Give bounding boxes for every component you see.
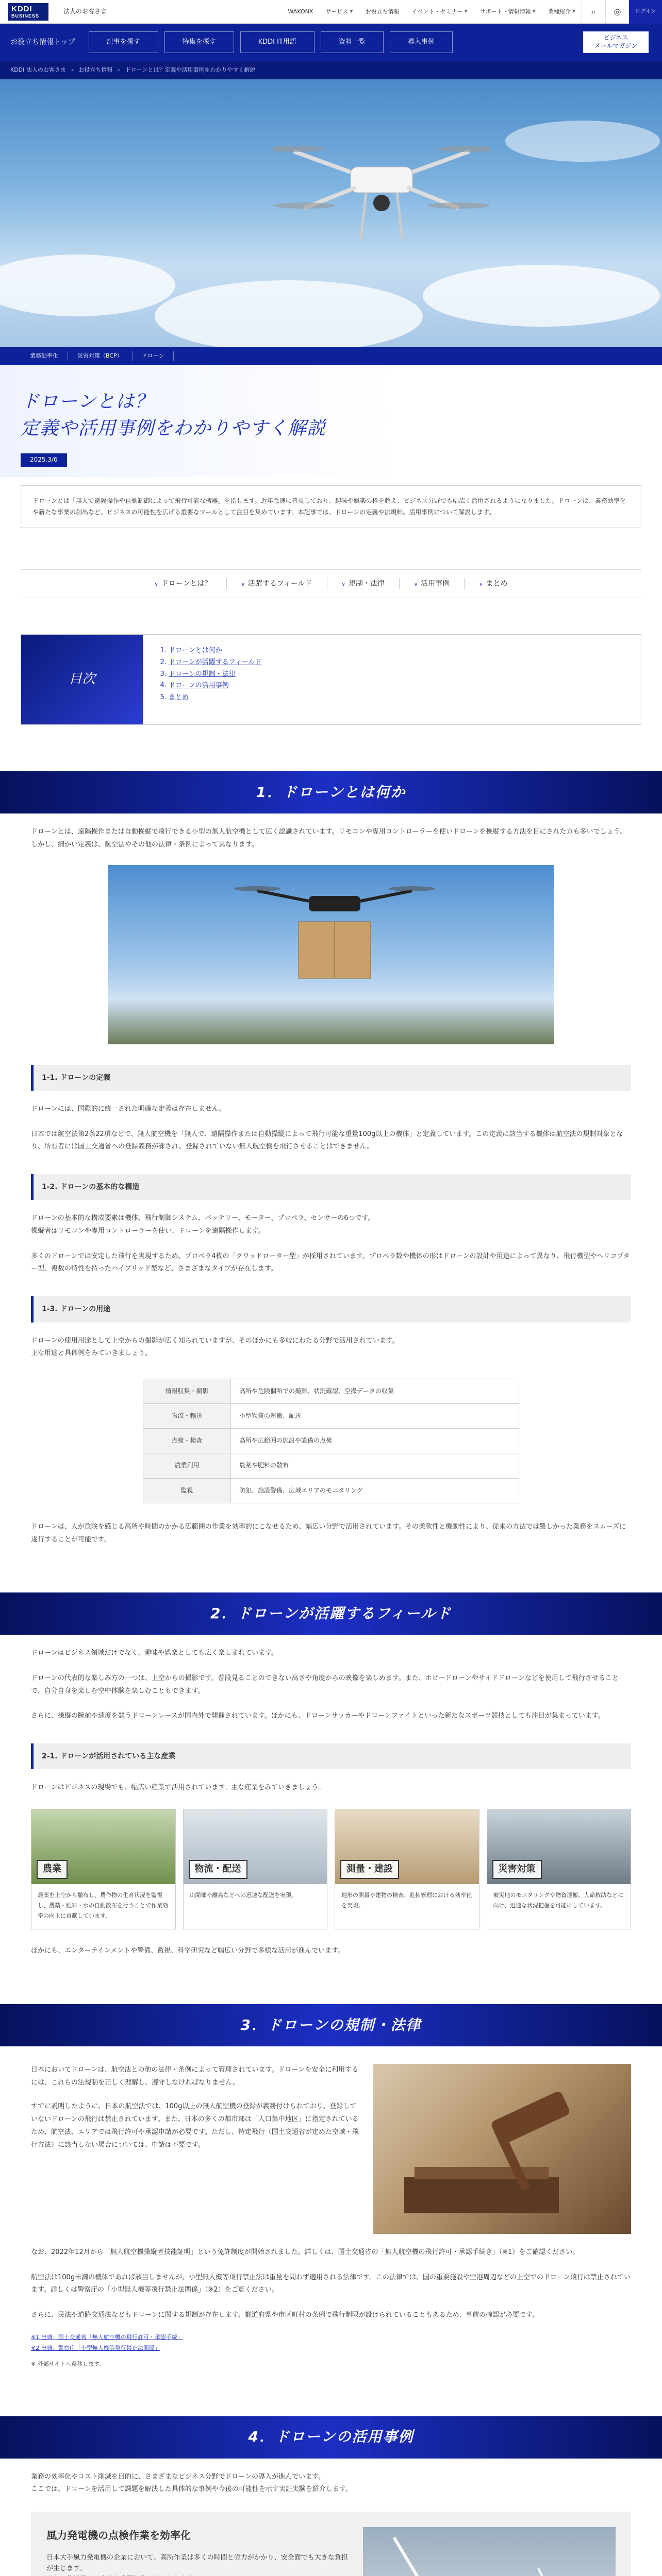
find-articles-button[interactable]: 記事を探す	[89, 31, 158, 53]
case-study-box	[31, 2512, 631, 2576]
nav-item-wakonx[interactable]	[282, 0, 320, 23]
paragraph: すでに説明したように、日本の航空法では、100g以上の無人航空機の登録が義務付けられており、登録していないドローンの飛行は禁止されています。また、日本の多くの都市部は「人口集中地区」に指定されているため、航空法、エリアでは飛行許可や承認申請が必要です。ただし、特定飛行（国土交通省が定めた空域・飛行方法）に該当しない場合については、申請は不要です。	[31, 2103, 359, 2149]
section-1-body	[0, 826, 662, 1546]
table-cell: 農薬や肥料の散布	[231, 1453, 519, 1478]
survey-image	[335, 1809, 479, 1884]
industry-card	[183, 1809, 328, 1929]
table-cell: 防犯、施設警備、広域エリアのモニタリング	[231, 1478, 519, 1503]
toc-item[interactable]	[169, 669, 641, 681]
chevron-down-icon: ▼	[350, 9, 353, 14]
documents-button[interactable]: 資料一覧	[321, 31, 384, 53]
anchor-link[interactable]	[227, 578, 327, 589]
subheading: 1-3. ドローンの用途	[31, 1296, 631, 1322]
farm-image	[31, 1809, 175, 1884]
table-row	[143, 1453, 519, 1478]
search-icon[interactable]: ⌕	[582, 0, 605, 24]
article-lead: ドローンとは「無人で遠隔操作や自動制御によって飛行可能な機器」を指します。近年急速に普及しており、趣味や娯楽の枠を超え、ビジネス分野でも幅広く活用されるようになりました。ドローンは、業務効率化や新たな事業の創出など、ビジネスの可能性を広げる重要なツールとして注目を集めています。本記事では、ドローンの定義や法規制、活用事例について解説します。	[21, 485, 641, 529]
section-heading-3: 3．ドローンの規制・法律	[0, 2004, 662, 2046]
cloud-shape	[0, 255, 175, 316]
tag[interactable]: 業務効率化	[21, 351, 68, 361]
card-text: 地形の測量や建物の検査、進捗管理における効率化を実現。	[341, 1892, 472, 1909]
chevron-down-icon: ∨	[479, 581, 483, 587]
anchor-label: まとめ	[486, 579, 508, 588]
toc-link[interactable]: ドローンの活用事例	[169, 682, 229, 690]
drone-delivery-icon	[231, 875, 438, 1030]
card-title: 農業	[37, 1860, 68, 1879]
paragraph: 日本大手風力発電機の企業において、高所作業は多くの時間と労力がかかり、安全面でも大きな負担が生じます。	[46, 2553, 348, 2572]
publish-date: 2025.3/6	[21, 453, 67, 466]
card-text: 被災地のモニタリングや物資運搬、人命救助などに向け、迅速な状況把握を可能にしています。	[493, 1892, 624, 1909]
cloud-shape	[423, 265, 660, 327]
toc-item[interactable]	[169, 680, 641, 692]
it-glossary-button[interactable]: KDDI IT用語	[240, 31, 315, 53]
toc-link[interactable]: まとめ	[169, 693, 189, 702]
industry-card	[31, 1809, 176, 1929]
breadcrumb-item[interactable]: KDDI 法人のお客さま	[10, 66, 66, 74]
title-line: 定義や活用事例をわかりやすく解説	[21, 418, 326, 439]
paragraph: ドローンはビジネス領域だけでなく、趣味や娯楽としても広く楽しまれています。	[31, 1649, 278, 1657]
anchor-link[interactable]	[327, 578, 400, 589]
table-cell: 高所や危険個所での撮影、状況確認、空撮データの収集	[231, 1379, 519, 1403]
toc-item[interactable]	[169, 657, 641, 669]
footnote-link[interactable]: ※2 出典：警察庁「小型無人機等飛行禁止法関係」	[31, 2344, 160, 2351]
chevron-right-icon: ›	[71, 66, 74, 74]
table-row	[143, 1429, 519, 1453]
external-note: ※ 外部サイトへ遷移します。	[31, 2360, 105, 2367]
subheading: 1-2. ドローンの基本的な構造	[31, 1174, 631, 1200]
industry-card	[335, 1809, 479, 1929]
toc-item[interactable]	[169, 692, 641, 704]
hero-image-drone-sky	[0, 79, 662, 347]
paragraph: さらに、操縦の腕前や速度を競うドローンレースが国内外で開催されています。ほかにも、ドローンサッカーやドローンファイトといった新たなスポーツ競技としても注目が集まっています。	[31, 1712, 605, 1720]
insights-subnav	[0, 24, 662, 61]
chevron-down-icon: ∨	[413, 581, 418, 587]
breadcrumb-item: ドローンとは？定義や活用事例をわかりやすく解説	[125, 66, 256, 74]
table-cell: 小型物資の運搬、配送	[231, 1404, 519, 1429]
paragraph: 航空法は100g未満の機体であれば該当しませんが、小型無人機等飛行禁止法は重量を問わず適用される法律です。この法律では、国の重要施設や空港周辺などの上空でのドローン飛行は禁止されています。詳しくは警察庁の「小型無人機等飛行禁止法関係」（※2）をご覧ください。	[31, 2273, 631, 2294]
gavel-image	[373, 2064, 631, 2234]
nav-label: WAKONX	[288, 8, 313, 15]
section-heading-1: 1．ドローンとは何か	[0, 771, 662, 814]
nav-label: 業種紹介	[548, 8, 571, 15]
toc-label: 目次	[21, 635, 143, 724]
corporate-link[interactable]: 法人のお客さま	[56, 7, 107, 16]
subheading: 1-1. ドローンの定義	[31, 1065, 631, 1091]
anchor-nav	[21, 569, 641, 598]
insights-home-link[interactable]: お役立ち情報トップ	[10, 38, 75, 46]
section-heading-4: 4．ドローンの活用事例	[0, 2416, 662, 2459]
anchor-link[interactable]	[140, 578, 227, 589]
kddi-business-logo[interactable]	[8, 3, 48, 21]
disaster-image	[487, 1809, 631, 1884]
anchor-label: 活用事例	[421, 579, 450, 588]
page-title	[21, 388, 641, 442]
paragraph: ドローンの基本的な構成要素は機体、飛行制御システム、バッテリー、モーター、プロペラ、センサーの6つです。 操縦者はリモコンや専用コントローラーを使い、ドローンを遠隔操作します。	[31, 1214, 375, 1235]
global-nav	[282, 0, 662, 23]
wind-turbine-image	[363, 2527, 616, 2576]
toc-item[interactable]	[169, 645, 641, 657]
nav-label: サービス	[325, 8, 349, 15]
section-heading-2: 2．ドローンが活躍するフィールド	[0, 1592, 662, 1635]
chevron-down-icon: ▼	[572, 9, 575, 14]
footnotes	[31, 2332, 631, 2370]
logo-subtext: BUSINESS	[11, 13, 40, 19]
section-2-body	[0, 1647, 662, 1958]
card-title: 物流・配送	[189, 1860, 247, 1879]
global-header	[0, 0, 662, 24]
card-title: 測量・建設	[340, 1860, 399, 1879]
case-studies-button[interactable]: 導入事例	[390, 31, 453, 53]
table-of-contents	[21, 634, 641, 725]
table-row	[143, 1404, 519, 1429]
delivery-image	[184, 1809, 327, 1884]
paragraph: なお、2022年12月から「無人航空機操縦者技能証明」という免許制度が開始されました。詳しくは、国土交通省の「無人航空機の飛行許可・承認手続き」（※1）をご確認ください。	[31, 2248, 580, 2257]
cloud-shape	[505, 121, 660, 162]
table-cell: 監視	[143, 1478, 231, 1503]
usage-table	[143, 1379, 519, 1503]
toc-list	[143, 635, 641, 724]
industry-cards	[31, 1809, 631, 1929]
paragraph: ドローンとは、遠隔操作または自動操縦で飛行できる小型の無人航空機として広く認識されています。リモコンや専用コントローラーを使いドローンを操縦する方法を目にされた方も多いでしょう。 しかし、細かい定義は、航空法やその他の法律・条例によって異なります。	[31, 828, 627, 849]
section-3-body	[0, 2064, 662, 2369]
table-cell: 物流・輸送	[143, 1404, 231, 1429]
anchor-label: ドローンとは？	[161, 579, 212, 588]
tag[interactable]: ドローン	[133, 351, 174, 361]
nav-label: イベント・セミナー	[411, 8, 463, 15]
cloud-shape	[155, 280, 423, 347]
table-cell: 高所や広範囲の施設や設備の点検	[231, 1429, 519, 1453]
wind-turbine-icon	[363, 2527, 616, 2576]
nav-item-industries[interactable]	[542, 0, 582, 23]
paragraph: さらに、民法や道路交通法などもドローンに関する規制が存在します。都道府県や市区町村の条例で飛行制限が設けられていることもあるため、事前の確認が必要です。	[31, 2311, 539, 2319]
card-text: 農薬を上空から撒布し、農作物の生育状況を監視し、農薬・肥料・水の自動散布を行うことで作業効率の向上に貢献しています。	[38, 1892, 168, 1919]
chevron-down-icon: ▼	[532, 9, 536, 14]
table-cell: 点検・検査	[143, 1429, 231, 1453]
section-4-body	[0, 2471, 662, 2576]
paragraph: 多くのドローンでは安定した飛行を実現するため、プロペラ4枚の「クワッドローター型」が採用されています。プロペラ数や機体の形はドローンの設計や用途によって異なり、飛行機型やヘリコプター型、複数の特性を持ったハイブリッド型など、さまざまなタイプが存在します。	[31, 1252, 630, 1273]
gavel-icon	[373, 2064, 631, 2234]
regulation-text	[31, 2064, 360, 2234]
nav-label: サポート・情報情報	[479, 8, 531, 15]
chevron-down-icon: ∨	[341, 581, 345, 587]
nav-item-services[interactable]	[319, 0, 359, 23]
table-row	[143, 1379, 519, 1403]
table-cell: 情報収集・撮影	[143, 1379, 231, 1403]
article-tags	[0, 347, 662, 365]
toc-link[interactable]: ドローンの規制・法律	[169, 670, 236, 678]
subheading: 2-1. ドローンが活用されている主な産業	[31, 1743, 631, 1769]
paragraph: ドローンはビジネスの現場でも、幅広い産業で活用されています。主な産業をみていきましょう。	[31, 1784, 325, 1792]
nav-label: お役立ち情報	[365, 8, 400, 15]
case-title: 風力発電機の点検作業を効率化	[46, 2529, 191, 2541]
chevron-right-icon: ›	[118, 66, 120, 74]
paragraph: 日本では航空法第2条22項などで、無人航空機を「無人で、遠隔操作または自動操縦によって飛行可能な重量100g以上の機体」と定義しています。この定義に該当する機体は航空法の規制対象となり、所有者には国土交通省への登録義務が課され、登録されていない無人航空機を飛行させることはできません。	[31, 1130, 623, 1151]
anchor-link[interactable]	[465, 578, 522, 589]
footnote-link[interactable]: ※1 出典：国土交通省「無人航空機の飛行許可・承認手続」	[31, 2333, 183, 2341]
nav-item-insights[interactable]	[359, 0, 406, 23]
anchor-label: 規制・法律	[348, 579, 385, 588]
regulation-row	[31, 2064, 631, 2234]
paragraph: ドローンの使用用途として上空からの撮影が広く知られていますが、そのほかにも多岐にわたる分野で活用されています。 主な用途と具体例をみていきましょう。	[31, 1336, 399, 1358]
title-line: ドローンとは？	[21, 391, 154, 412]
paragraph: 日本においてドローンは、航空法との他の法律・条例によって管理されています。ドローンを安全に利用するには、これらの法規制を正しく理解し、遵守しなければなりません。	[31, 2066, 359, 2087]
breadcrumb-item[interactable]: お役立ち情報	[78, 66, 113, 74]
toc-link[interactable]: ドローンが活躍するフィールド	[169, 658, 262, 666]
toc-link[interactable]: ドローンとは何か	[169, 647, 222, 655]
nav-item-events[interactable]	[406, 0, 474, 23]
article-title-block	[0, 365, 662, 477]
case-text	[46, 2527, 350, 2576]
paragraph: ドローンは、人が危険を感じる高所や時間のかかる広範囲の作業を効率的にこなせるため、幅広い分野で活用されています。その柔軟性と機動性により、従来の方法では難しかった業務をスムーズに遂行することが可能です。	[31, 1522, 626, 1544]
paragraph: ドローンには、国際的に統一された明確な定義は存在しません。	[31, 1105, 226, 1113]
globe-icon[interactable]: ◎	[605, 0, 629, 24]
breadcrumb	[0, 61, 662, 79]
newsletter-button[interactable]: ビジネス メールマガジン	[583, 31, 649, 53]
table-row	[143, 1478, 519, 1503]
tag[interactable]: 災害対策（BCP）	[68, 351, 133, 361]
industry-card	[487, 1809, 632, 1929]
chevron-down-icon: ∨	[154, 581, 158, 587]
drone-icon	[273, 121, 490, 255]
paragraph: 業務の効率化やコスト削減を目的に、さまざまなビジネス分野でドローンの導入が進んでいます。 ここでは、ドローンを活用して課題を解決した具体的な事例や今後の可能性を示す実証実験を紹介します。	[31, 2472, 352, 2494]
login-button[interactable]: ログイン	[629, 0, 662, 24]
nav-item-support[interactable]	[474, 0, 542, 23]
logo-text: KDDI	[11, 4, 32, 13]
paragraph: ドローンの代表的な楽しみ方の一つは、上空からの撮影です。普段見ることのできない高さや角度からの映像を楽しめます。また、ホビードローンやサイドドローンなどを使用して飛行させることで、自分自身を楽しむ空中体験を楽しむこともできます。	[31, 1674, 619, 1695]
chevron-down-icon: ∨	[241, 581, 245, 587]
card-text: 山間部や離島などへの迅速な配送を実現。	[189, 1892, 297, 1899]
paragraph: ほかにも、エンターテインメントや警備、監視、科学研究など幅広い分野で多様な活用が進んでいます。	[31, 1947, 345, 1955]
card-title: 災害対策	[492, 1860, 542, 1879]
drone-package-image	[108, 865, 554, 1044]
anchor-label: 活躍するフィールド	[247, 579, 312, 588]
table-cell: 農業利用	[143, 1453, 231, 1478]
anchor-link[interactable]	[400, 578, 465, 589]
chevron-down-icon: ▼	[464, 9, 468, 14]
find-features-button[interactable]: 特集を探す	[164, 31, 234, 53]
